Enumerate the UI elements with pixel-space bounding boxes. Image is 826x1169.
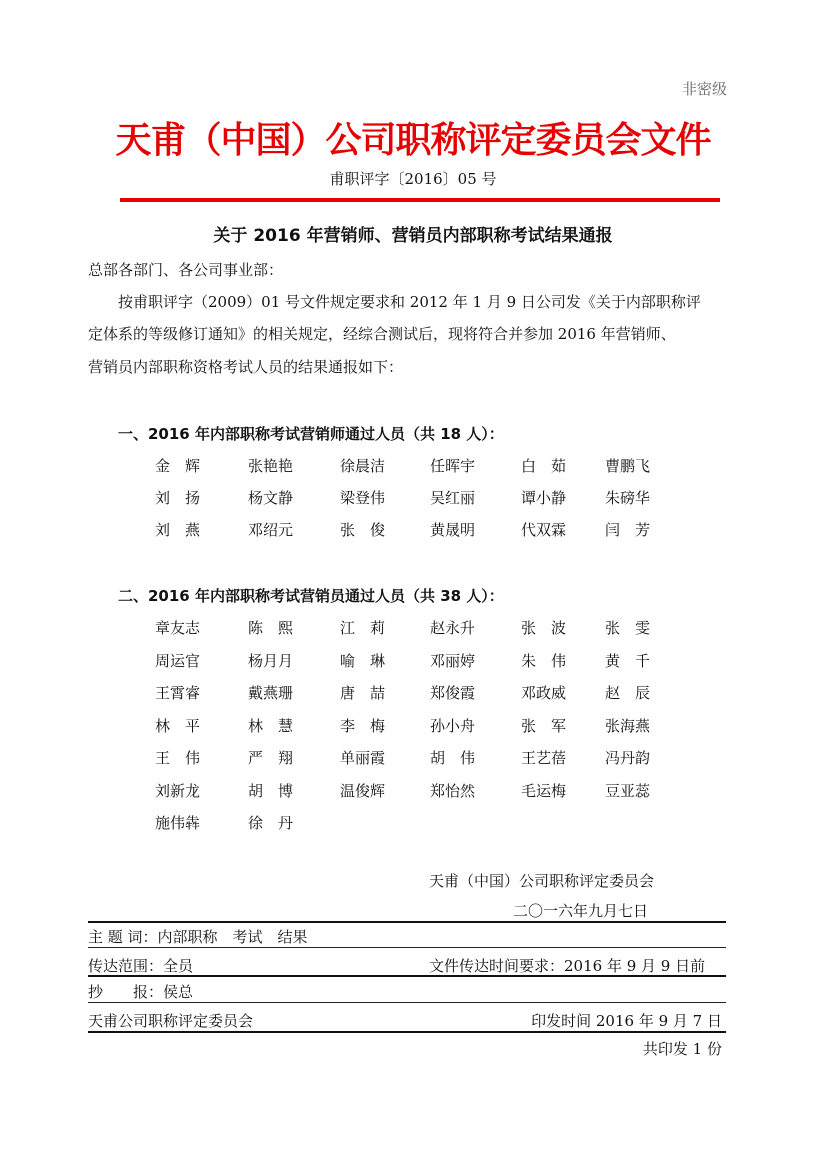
person-name: 赵永升 xyxy=(430,619,476,637)
person-name: 冯丹韵 xyxy=(605,749,651,767)
footer-rule xyxy=(88,921,726,923)
footer-issue-time: 印发时间 2016 年 9 月 7 日 xyxy=(531,1012,722,1030)
person-name: 郑怡然 xyxy=(430,781,476,800)
body-line: 定体系的等级修订通知》的相关规定，经综合测试后，现将符合并参加 2016 年营销师、 xyxy=(88,325,676,343)
person-name: 梁登伟 xyxy=(340,489,386,507)
person-name: 任晖宇 xyxy=(430,457,476,475)
person-name: 严 翔 xyxy=(248,749,294,767)
person-name: 周运官 xyxy=(155,651,201,670)
body-line: 按甫职评字（2009）01 号文件规定要求和 2012 年 1 月 9 日公司发《关于内部职称评 xyxy=(118,293,701,311)
person-name: 闫 芳 xyxy=(605,521,651,539)
person-name: 邓政威 xyxy=(521,684,567,702)
footer-copies: 共印发 1 份 xyxy=(642,1040,722,1058)
person-name: 胡 博 xyxy=(248,781,294,800)
person-name: 杨月月 xyxy=(248,651,294,670)
footer-deadline: 文件传达时间要求：2016 年 9 月 9 日前 xyxy=(429,957,706,975)
person-name: 谭小静 xyxy=(521,489,567,507)
person-name: 林 平 xyxy=(155,716,201,735)
footer-keywords: 主 题 词：内部职称 考试 结果 xyxy=(88,928,308,946)
salutation: 总部各部门、各公司事业部： xyxy=(88,261,284,279)
person-name: 徐 丹 xyxy=(248,814,294,832)
footer-rule xyxy=(88,1002,726,1003)
person-name: 徐晨洁 xyxy=(340,457,386,475)
person-name: 陈 熙 xyxy=(248,619,294,637)
person-name: 朱磅华 xyxy=(605,489,651,507)
person-name: 郑俊霞 xyxy=(430,684,476,702)
red-divider xyxy=(120,198,720,202)
person-name: 刘 燕 xyxy=(155,521,201,539)
person-name: 张 波 xyxy=(521,619,567,637)
person-name: 王艺蓓 xyxy=(521,749,567,767)
footer-rule xyxy=(88,947,726,948)
footer-rule xyxy=(88,975,726,977)
person-name: 邓丽婷 xyxy=(430,651,476,670)
person-name: 江 莉 xyxy=(340,619,386,637)
org-header: 天甫（中国）公司职称评定委员会文件 xyxy=(115,120,711,161)
person-name: 黄晟明 xyxy=(430,521,476,539)
person-name: 施伟犇 xyxy=(155,814,201,832)
person-name: 胡 伟 xyxy=(430,749,476,767)
person-name: 曹鹏飞 xyxy=(605,457,651,475)
person-name: 唐 喆 xyxy=(340,684,386,702)
person-name: 杨文静 xyxy=(248,489,294,507)
footer-cc: 抄 报：侯总 xyxy=(88,983,194,1001)
person-name: 刘 扬 xyxy=(155,489,201,507)
person-name: 朱 伟 xyxy=(521,651,567,670)
person-name: 刘新龙 xyxy=(155,781,201,800)
person-name: 代双霖 xyxy=(521,521,567,539)
person-name: 毛运梅 xyxy=(521,781,567,800)
signature-date: 二〇一六年九月七日 xyxy=(513,902,649,920)
footer-issuer: 天甫公司职称评定委员会 xyxy=(88,1012,254,1030)
signature-org: 天甫（中国）公司职称评定委员会 xyxy=(429,872,655,890)
person-name: 王霄睿 xyxy=(155,684,201,702)
person-name: 黄 千 xyxy=(605,651,651,670)
person-name: 邓绍元 xyxy=(248,521,294,539)
section2-heading: 二、2016 年内部职称考试营销员通过人员（共 38 人）： xyxy=(118,587,504,605)
person-name: 温俊辉 xyxy=(340,781,386,800)
person-name: 豆亚蕊 xyxy=(605,781,651,800)
person-name: 吴红丽 xyxy=(430,489,476,507)
person-name: 张 雯 xyxy=(605,619,651,637)
footer-rule xyxy=(88,1031,726,1033)
person-name: 孙小舟 xyxy=(430,716,476,735)
document-number: 甫职评字〔2016〕05 号 xyxy=(329,170,497,188)
person-name: 王 伟 xyxy=(155,749,201,767)
person-name: 白 茹 xyxy=(521,457,567,475)
person-name: 喻 琳 xyxy=(340,651,386,670)
person-name: 章友志 xyxy=(155,619,201,637)
person-name: 金 辉 xyxy=(155,457,201,475)
body-line: 营销员内部职称资格考试人员的结果通报如下： xyxy=(88,358,404,376)
section1-heading: 一、2016 年内部职称考试营销师通过人员（共 18 人）： xyxy=(118,425,504,443)
person-name: 张 俊 xyxy=(340,521,386,539)
person-name: 戴燕珊 xyxy=(248,684,294,702)
footer-scope: 传达范围：全员 xyxy=(88,957,194,975)
person-name: 赵 辰 xyxy=(605,684,651,702)
person-name: 李 梅 xyxy=(340,716,386,735)
person-name: 张艳艳 xyxy=(248,457,294,475)
person-name: 张海燕 xyxy=(605,716,651,735)
person-name: 张 军 xyxy=(521,716,567,735)
person-name: 单丽霞 xyxy=(340,749,386,767)
document-title: 关于 2016 年营销师、营销员内部职称考试结果通报 xyxy=(213,226,613,246)
person-name: 林 慧 xyxy=(248,716,294,735)
classification-label: 非密级 xyxy=(682,80,728,98)
